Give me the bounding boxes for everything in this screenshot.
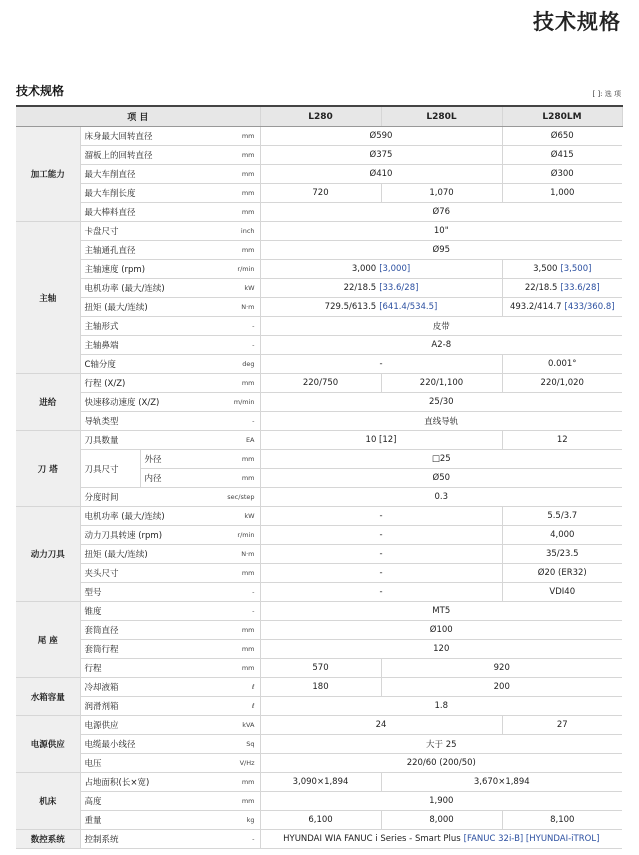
value-cell <box>502 507 622 526</box>
value-cell <box>260 792 622 811</box>
spec-table-body <box>16 127 622 849</box>
item-cell: 扭矩 (最大/连续) <box>80 545 216 564</box>
value-text: 200 <box>493 682 510 692</box>
item-cell: 行程 (X/Z) <box>80 374 216 393</box>
unit-cell: - <box>216 317 260 336</box>
value-text: - <box>379 587 383 597</box>
category-cell: 水箱容量 <box>16 678 80 716</box>
item-cell: 重量 <box>80 811 216 830</box>
value-cell <box>502 716 622 735</box>
value-cell <box>260 450 622 469</box>
table-row <box>16 165 622 184</box>
value-cell <box>260 716 502 735</box>
item-cell: 分度时间 <box>80 488 216 507</box>
value-cell <box>260 393 622 412</box>
table-row <box>16 773 622 792</box>
unit-cell: mm <box>216 241 260 260</box>
item-cell: 溜板上的回转直径 <box>80 146 216 165</box>
value-text: 24 <box>375 720 387 730</box>
table-row <box>16 412 622 431</box>
value-text: 35/23.5 <box>545 549 579 559</box>
item-cell: 冷却液箱 <box>80 678 216 697</box>
value-cell <box>502 545 622 564</box>
unit-cell: mm <box>216 184 260 203</box>
option-value-text: [3,000] <box>379 264 411 274</box>
header-col-l280l: L280L <box>381 106 502 127</box>
value-text: 1,070 <box>429 188 454 198</box>
header-col-l280: L280 <box>260 106 381 127</box>
value-text: 0.001° <box>547 359 577 369</box>
value-text: 493.2/414.7 <box>509 302 562 312</box>
unit-cell: - <box>216 602 260 621</box>
item-cell: 套筒行程 <box>80 640 216 659</box>
value-text: - <box>379 511 383 521</box>
item-cell: 卡盘尺寸 <box>80 222 216 241</box>
value-cell <box>260 735 622 754</box>
item-cell: 高度 <box>80 792 216 811</box>
value-text: 22/18.5 <box>524 283 558 293</box>
value-cell <box>260 336 622 355</box>
table-row <box>16 222 622 241</box>
item-cell: C轴分度 <box>80 355 216 374</box>
item-cell: 刀具数量 <box>80 431 216 450</box>
value-text: Ø20 (ER32) <box>537 568 587 578</box>
item-cell: 主轴形式 <box>80 317 216 336</box>
value-cell <box>502 583 622 602</box>
value-cell <box>260 184 381 203</box>
table-row <box>16 393 622 412</box>
value-cell <box>260 241 622 260</box>
value-cell <box>260 355 502 374</box>
header-item: 项 目 <box>16 106 260 127</box>
table-row <box>16 431 622 450</box>
item-cell: 主轴鼻端 <box>80 336 216 355</box>
value-cell <box>260 811 381 830</box>
unit-cell: ℓ <box>216 697 260 716</box>
item-cell: 电缆最小线径 <box>80 735 216 754</box>
table-row <box>16 602 622 621</box>
table-row <box>16 260 622 279</box>
value-text: - <box>379 359 383 369</box>
table-row <box>16 621 622 640</box>
table-row <box>16 374 622 393</box>
value-cell <box>502 165 622 184</box>
option-value-text: [33.6/28] <box>560 283 600 293</box>
value-cell <box>260 165 502 184</box>
header-col-l280lm: L280LM <box>502 106 622 127</box>
table-row <box>16 203 622 222</box>
unit-cell: mm <box>216 374 260 393</box>
value-text: 直线导轨 <box>424 417 459 427</box>
value-cell <box>260 621 622 640</box>
value-cell <box>260 564 502 583</box>
option-value-text: [FANUC 32i-B] [HYUNDAI-iTROL] <box>463 834 600 844</box>
category-cell: 电源供应 <box>16 716 80 773</box>
category-cell: 机床 <box>16 773 80 830</box>
value-cell <box>260 279 502 298</box>
option-value-text: [641.4/534.5] <box>379 302 438 312</box>
item-cell: 夹头尺寸 <box>80 564 216 583</box>
unit-cell: mm <box>216 621 260 640</box>
value-cell <box>260 469 622 488</box>
value-text: 大于 25 <box>426 740 457 750</box>
item-cell: 导轨类型 <box>80 412 216 431</box>
unit-cell: - <box>216 830 260 849</box>
value-text: A2-8 <box>431 340 452 350</box>
value-cell <box>381 184 502 203</box>
item-cell: 锥度 <box>80 602 216 621</box>
table-row <box>16 754 622 773</box>
option-value-text: [433/360.8] <box>564 302 615 312</box>
unit-cell: - <box>216 583 260 602</box>
table-row <box>16 355 622 374</box>
value-text: 920 <box>493 663 510 673</box>
category-cell: 加工能力 <box>16 127 80 222</box>
item-cell: 占地面积(长×宽) <box>80 773 216 792</box>
category-cell: 动力刀具 <box>16 507 80 602</box>
value-cell <box>502 127 622 146</box>
item-cell: 扭矩 (最大/连续) <box>80 298 216 317</box>
value-text: 180 <box>312 682 329 692</box>
value-text: 10" <box>433 226 449 236</box>
value-text: Ø100 <box>429 625 453 635</box>
unit-cell: - <box>216 336 260 355</box>
value-cell <box>502 355 622 374</box>
value-cell <box>260 773 381 792</box>
table-header-row <box>16 106 622 127</box>
value-text: MT5 <box>432 606 451 616</box>
sub-item-cell: 内径 <box>140 469 216 488</box>
table-row <box>16 336 622 355</box>
category-cell: 进给 <box>16 374 80 431</box>
item-cell: 电源供应 <box>80 716 216 735</box>
table-row <box>16 317 622 336</box>
value-cell <box>502 146 622 165</box>
item-cell: 快速移动速度 (X/Z) <box>80 393 216 412</box>
table-row <box>16 146 622 165</box>
value-cell <box>260 830 622 849</box>
value-cell <box>502 260 622 279</box>
item-cell: 型号 <box>80 583 216 602</box>
unit-cell: kW <box>216 279 260 298</box>
table-row <box>16 659 622 678</box>
unit-cell: EA <box>216 431 260 450</box>
value-cell <box>381 374 502 393</box>
value-cell <box>260 374 381 393</box>
item-cell: 刀具尺寸 <box>80 450 140 488</box>
value-text: Ø76 <box>432 207 451 217</box>
value-cell <box>260 602 622 621</box>
item-cell: 主轴速度 (rpm) <box>80 260 216 279</box>
value-text: Ø375 <box>369 150 393 160</box>
value-text: Ø300 <box>550 169 574 179</box>
item-cell: 最大棒料直径 <box>80 203 216 222</box>
value-cell <box>260 507 502 526</box>
value-text: - <box>379 568 383 578</box>
value-cell <box>260 754 622 773</box>
value-cell <box>260 260 502 279</box>
value-text: Ø590 <box>369 131 393 141</box>
value-text: 22/18.5 <box>343 283 377 293</box>
unit-cell: V/Hz <box>216 754 260 773</box>
unit-cell: mm <box>216 203 260 222</box>
value-text: - <box>379 549 383 559</box>
value-cell <box>502 431 622 450</box>
table-row <box>16 830 622 849</box>
value-cell <box>502 184 622 203</box>
value-text: - <box>379 530 383 540</box>
unit-cell: ℓ <box>216 678 260 697</box>
option-value-text: [3,500] <box>560 264 592 274</box>
value-cell <box>381 773 622 792</box>
unit-cell: r/min <box>216 260 260 279</box>
table-row <box>16 279 622 298</box>
item-cell: 电机功率 (最大/连续) <box>80 507 216 526</box>
value-cell <box>260 545 502 564</box>
value-cell <box>260 127 502 146</box>
value-cell <box>260 203 622 222</box>
unit-cell: mm <box>216 792 260 811</box>
table-row <box>16 545 622 564</box>
value-cell <box>260 431 502 450</box>
item-cell: 行程 <box>80 659 216 678</box>
value-text: □25 <box>431 454 451 464</box>
unit-cell: m/min <box>216 393 260 412</box>
unit-cell: Sq <box>216 735 260 754</box>
value-cell <box>260 146 502 165</box>
item-cell: 主轴通孔直径 <box>80 241 216 260</box>
value-cell <box>260 488 622 507</box>
table-row <box>16 241 622 260</box>
value-cell <box>502 526 622 545</box>
unit-cell: sec/step <box>216 488 260 507</box>
value-cell <box>502 811 622 830</box>
value-text: 570 <box>312 663 329 673</box>
value-text: 220/1,100 <box>419 378 464 388</box>
option-value-text: [33.6/28] <box>379 283 419 293</box>
unit-cell: deg <box>216 355 260 374</box>
table-row <box>16 811 622 830</box>
value-text: 220/60 (200/50) <box>406 758 476 768</box>
value-cell <box>502 298 622 317</box>
spec-table <box>16 105 623 849</box>
value-text: 3,670×1,894 <box>473 777 530 787</box>
value-text: 220/750 <box>302 378 339 388</box>
value-text: 27 <box>556 720 568 730</box>
item-cell: 最大车削长度 <box>80 184 216 203</box>
table-row <box>16 127 622 146</box>
unit-cell: mm <box>216 165 260 184</box>
unit-cell: r/min <box>216 526 260 545</box>
table-row <box>16 507 622 526</box>
item-cell: 动力刀具转速 (rpm) <box>80 526 216 545</box>
value-cell <box>260 678 381 697</box>
value-cell <box>260 317 622 336</box>
value-text: 6,100 <box>308 815 333 825</box>
table-row <box>16 697 622 716</box>
value-text: 120 <box>433 644 450 654</box>
value-text: Ø410 <box>369 169 393 179</box>
value-text: 25/30 <box>429 397 454 407</box>
unit-cell: mm <box>216 773 260 792</box>
value-text: 5.5/3.7 <box>547 511 578 521</box>
value-cell <box>502 564 622 583</box>
unit-cell: kVA <box>216 716 260 735</box>
table-row <box>16 526 622 545</box>
value-cell <box>260 640 622 659</box>
value-cell <box>502 374 622 393</box>
option-note: [ ]: 选 项 <box>592 90 621 98</box>
value-text: HYUNDAI WIA FANUC i Series - Smart Plus <box>283 834 461 844</box>
value-text: 1,900 <box>429 796 454 806</box>
table-row <box>16 488 622 507</box>
value-text: 1.8 <box>434 701 449 711</box>
unit-cell: kg <box>216 811 260 830</box>
section-title: 技术规格 <box>16 84 65 98</box>
value-text: 8,000 <box>429 815 454 825</box>
value-text: Ø415 <box>550 150 574 160</box>
value-text: Ø50 <box>432 473 451 483</box>
value-text: 0.3 <box>434 492 449 502</box>
value-text: 729.5/613.5 <box>324 302 377 312</box>
value-text: 4,000 <box>550 530 575 540</box>
value-cell <box>260 298 502 317</box>
unit-cell: mm <box>216 564 260 583</box>
unit-cell: N·m <box>216 545 260 564</box>
table-row <box>16 678 622 697</box>
page-title: 技术规格 <box>533 10 621 34</box>
value-cell <box>260 412 622 431</box>
sub-item-cell: 外径 <box>140 450 216 469</box>
value-text: Ø650 <box>550 131 574 141</box>
table-row <box>16 564 622 583</box>
category-cell: 主轴 <box>16 222 80 374</box>
category-cell: 尾 座 <box>16 602 80 678</box>
value-text: 3,090×1,894 <box>292 777 349 787</box>
item-cell: 床身最大回转直径 <box>80 127 216 146</box>
item-cell: 控制系统 <box>80 830 216 849</box>
value-cell <box>260 659 381 678</box>
value-text: 10 [12] <box>365 435 397 445</box>
value-text: 12 <box>556 435 568 445</box>
unit-cell: kW <box>216 507 260 526</box>
value-text: 3,500 <box>533 264 558 274</box>
category-cell: 刀 塔 <box>16 431 80 507</box>
value-cell <box>260 697 622 716</box>
item-cell: 套筒直径 <box>80 621 216 640</box>
value-text: Ø95 <box>432 245 451 255</box>
unit-cell: inch <box>216 222 260 241</box>
value-text: 皮带 <box>432 322 450 332</box>
value-text: 220/1,020 <box>540 378 584 388</box>
table-row <box>16 298 622 317</box>
value-text: 1,000 <box>550 188 575 198</box>
value-cell <box>260 222 622 241</box>
unit-cell: mm <box>216 450 260 469</box>
value-text: 8,100 <box>550 815 575 825</box>
unit-cell: mm <box>216 640 260 659</box>
value-text: VDI40 <box>549 587 576 597</box>
value-text: 3,000 <box>351 264 377 274</box>
value-cell <box>381 678 622 697</box>
item-cell: 最大车削直径 <box>80 165 216 184</box>
item-cell: 润滑剂箱 <box>80 697 216 716</box>
category-cell: 数控系统 <box>16 830 80 849</box>
item-cell: 电压 <box>80 754 216 773</box>
unit-cell: N·m <box>216 298 260 317</box>
table-row <box>16 184 622 203</box>
table-row <box>16 450 622 469</box>
value-cell <box>260 583 502 602</box>
table-row <box>16 792 622 811</box>
unit-cell: - <box>216 412 260 431</box>
table-row <box>16 716 622 735</box>
table-row <box>16 640 622 659</box>
table-row <box>16 735 622 754</box>
value-cell <box>502 279 622 298</box>
unit-cell: mm <box>216 659 260 678</box>
unit-cell: mm <box>216 146 260 165</box>
unit-cell: mm <box>216 469 260 488</box>
table-row <box>16 583 622 602</box>
value-cell <box>381 811 502 830</box>
item-cell: 电机功率 (最大/连续) <box>80 279 216 298</box>
value-text: 720 <box>312 188 329 198</box>
value-cell <box>381 659 622 678</box>
value-cell <box>260 526 502 545</box>
unit-cell: mm <box>216 127 260 146</box>
